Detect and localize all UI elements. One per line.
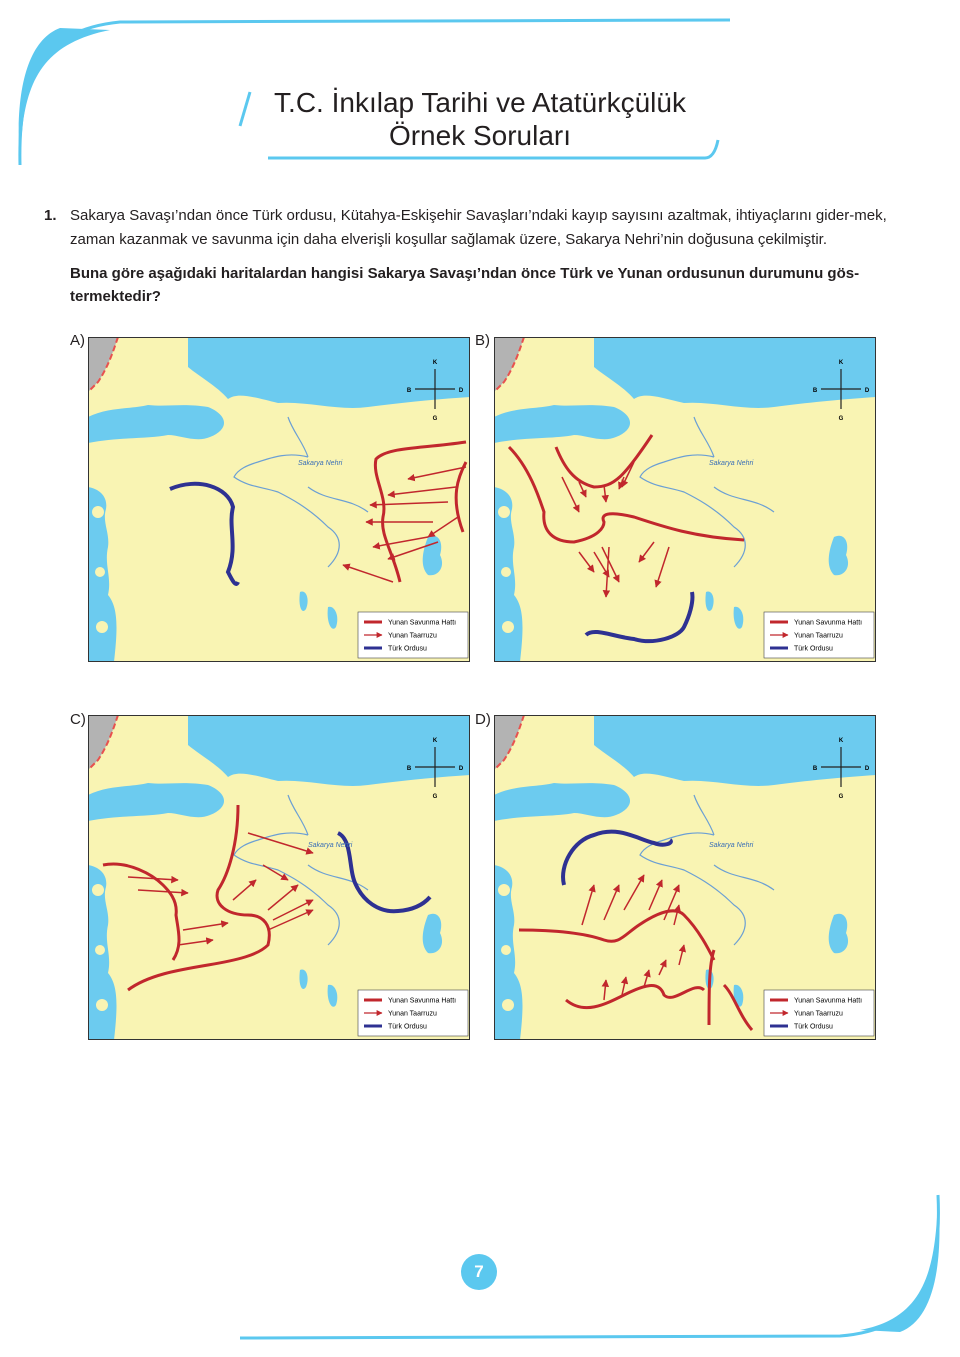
legend-label: Yunan Savunma Hattı	[388, 997, 457, 1005]
compass-letter: B	[406, 766, 412, 772]
legend-label: Yunan Savunma Hattı	[794, 619, 863, 627]
compass-letter: D	[458, 388, 464, 394]
legend-label: Yunan Taarruzu	[794, 1010, 843, 1018]
title-line-2: Örnek Soruları	[388, 120, 572, 151]
map-option-b[interactable]	[494, 337, 876, 662]
map-option-a[interactable]	[88, 337, 470, 662]
compass-letter: G	[432, 794, 438, 800]
question-block	[44, 204, 924, 308]
map-legend	[358, 612, 468, 658]
compass-letter: B	[812, 388, 818, 394]
map-legend	[764, 612, 874, 658]
page-title	[240, 86, 720, 152]
legend-label: Yunan Taarruzu	[794, 632, 843, 640]
compass-letter: G	[838, 416, 844, 422]
compass-letter: B	[812, 766, 818, 772]
map-legend	[764, 990, 874, 1036]
compass-letter: K	[432, 360, 438, 366]
map-option-d[interactable]	[494, 715, 876, 1040]
option-b-label[interactable]: B)	[475, 332, 490, 349]
compass-letter: K	[838, 738, 844, 744]
compass-letter: D	[458, 766, 464, 772]
legend-label: Türk Ordusu	[388, 645, 427, 653]
question-prompt: Buna göre aşağıdaki haritalardan hangisi Sakarya Savaşı’ndan önce Türk ve Yunan ordusunun durumunu gös-termektedir?	[70, 265, 860, 305]
compass-letter: K	[838, 360, 844, 366]
option-a-label[interactable]: A)	[70, 332, 85, 349]
legend-label: Yunan Taarruzu	[388, 632, 437, 640]
legend-label: Yunan Taarruzu	[388, 1010, 437, 1018]
title-line-1: T.C. İnkılap Tarihi ve Atatürkçülük	[274, 87, 686, 118]
river-label: Sakarya Nehri	[308, 842, 353, 849]
map-option-c[interactable]	[88, 715, 470, 1040]
option-c-label[interactable]: C)	[70, 711, 86, 728]
legend-label: Yunan Savunma Hattı	[794, 997, 863, 1005]
map-legend	[358, 990, 468, 1036]
compass-letter: G	[432, 416, 438, 422]
legend-label: Yunan Savunma Hattı	[388, 619, 457, 627]
question-text: Sakarya Savaşı’ndan önce Türk ordusu, Kütahya-Eskişehir Savaşları’ndaki kayıp sayısını azaltmak, ihtiyaçlarını gider-mek, zaman kazanmak ve savunma için daha elverişli koşullar sağlamak üzere, Sakarya Nehri’nin doğusuna çekilmiştir.	[70, 207, 887, 248]
compass-letter: D	[864, 766, 870, 772]
option-d-label[interactable]: D)	[475, 711, 491, 728]
legend-label: Türk Ordusu	[794, 1023, 833, 1031]
river-label: Sakarya Nehri	[709, 842, 754, 849]
compass-letter: G	[838, 794, 844, 800]
legend-label: Türk Ordusu	[794, 645, 833, 653]
compass-letter: D	[864, 388, 870, 394]
compass-letter: K	[432, 738, 438, 744]
river-label: Sakarya Nehri	[298, 460, 343, 467]
page-number: 7	[461, 1254, 497, 1290]
question-number: 1.	[44, 207, 57, 224]
legend-label: Türk Ordusu	[388, 1023, 427, 1031]
river-label: Sakarya Nehri	[709, 460, 754, 467]
compass-letter: B	[406, 388, 412, 394]
